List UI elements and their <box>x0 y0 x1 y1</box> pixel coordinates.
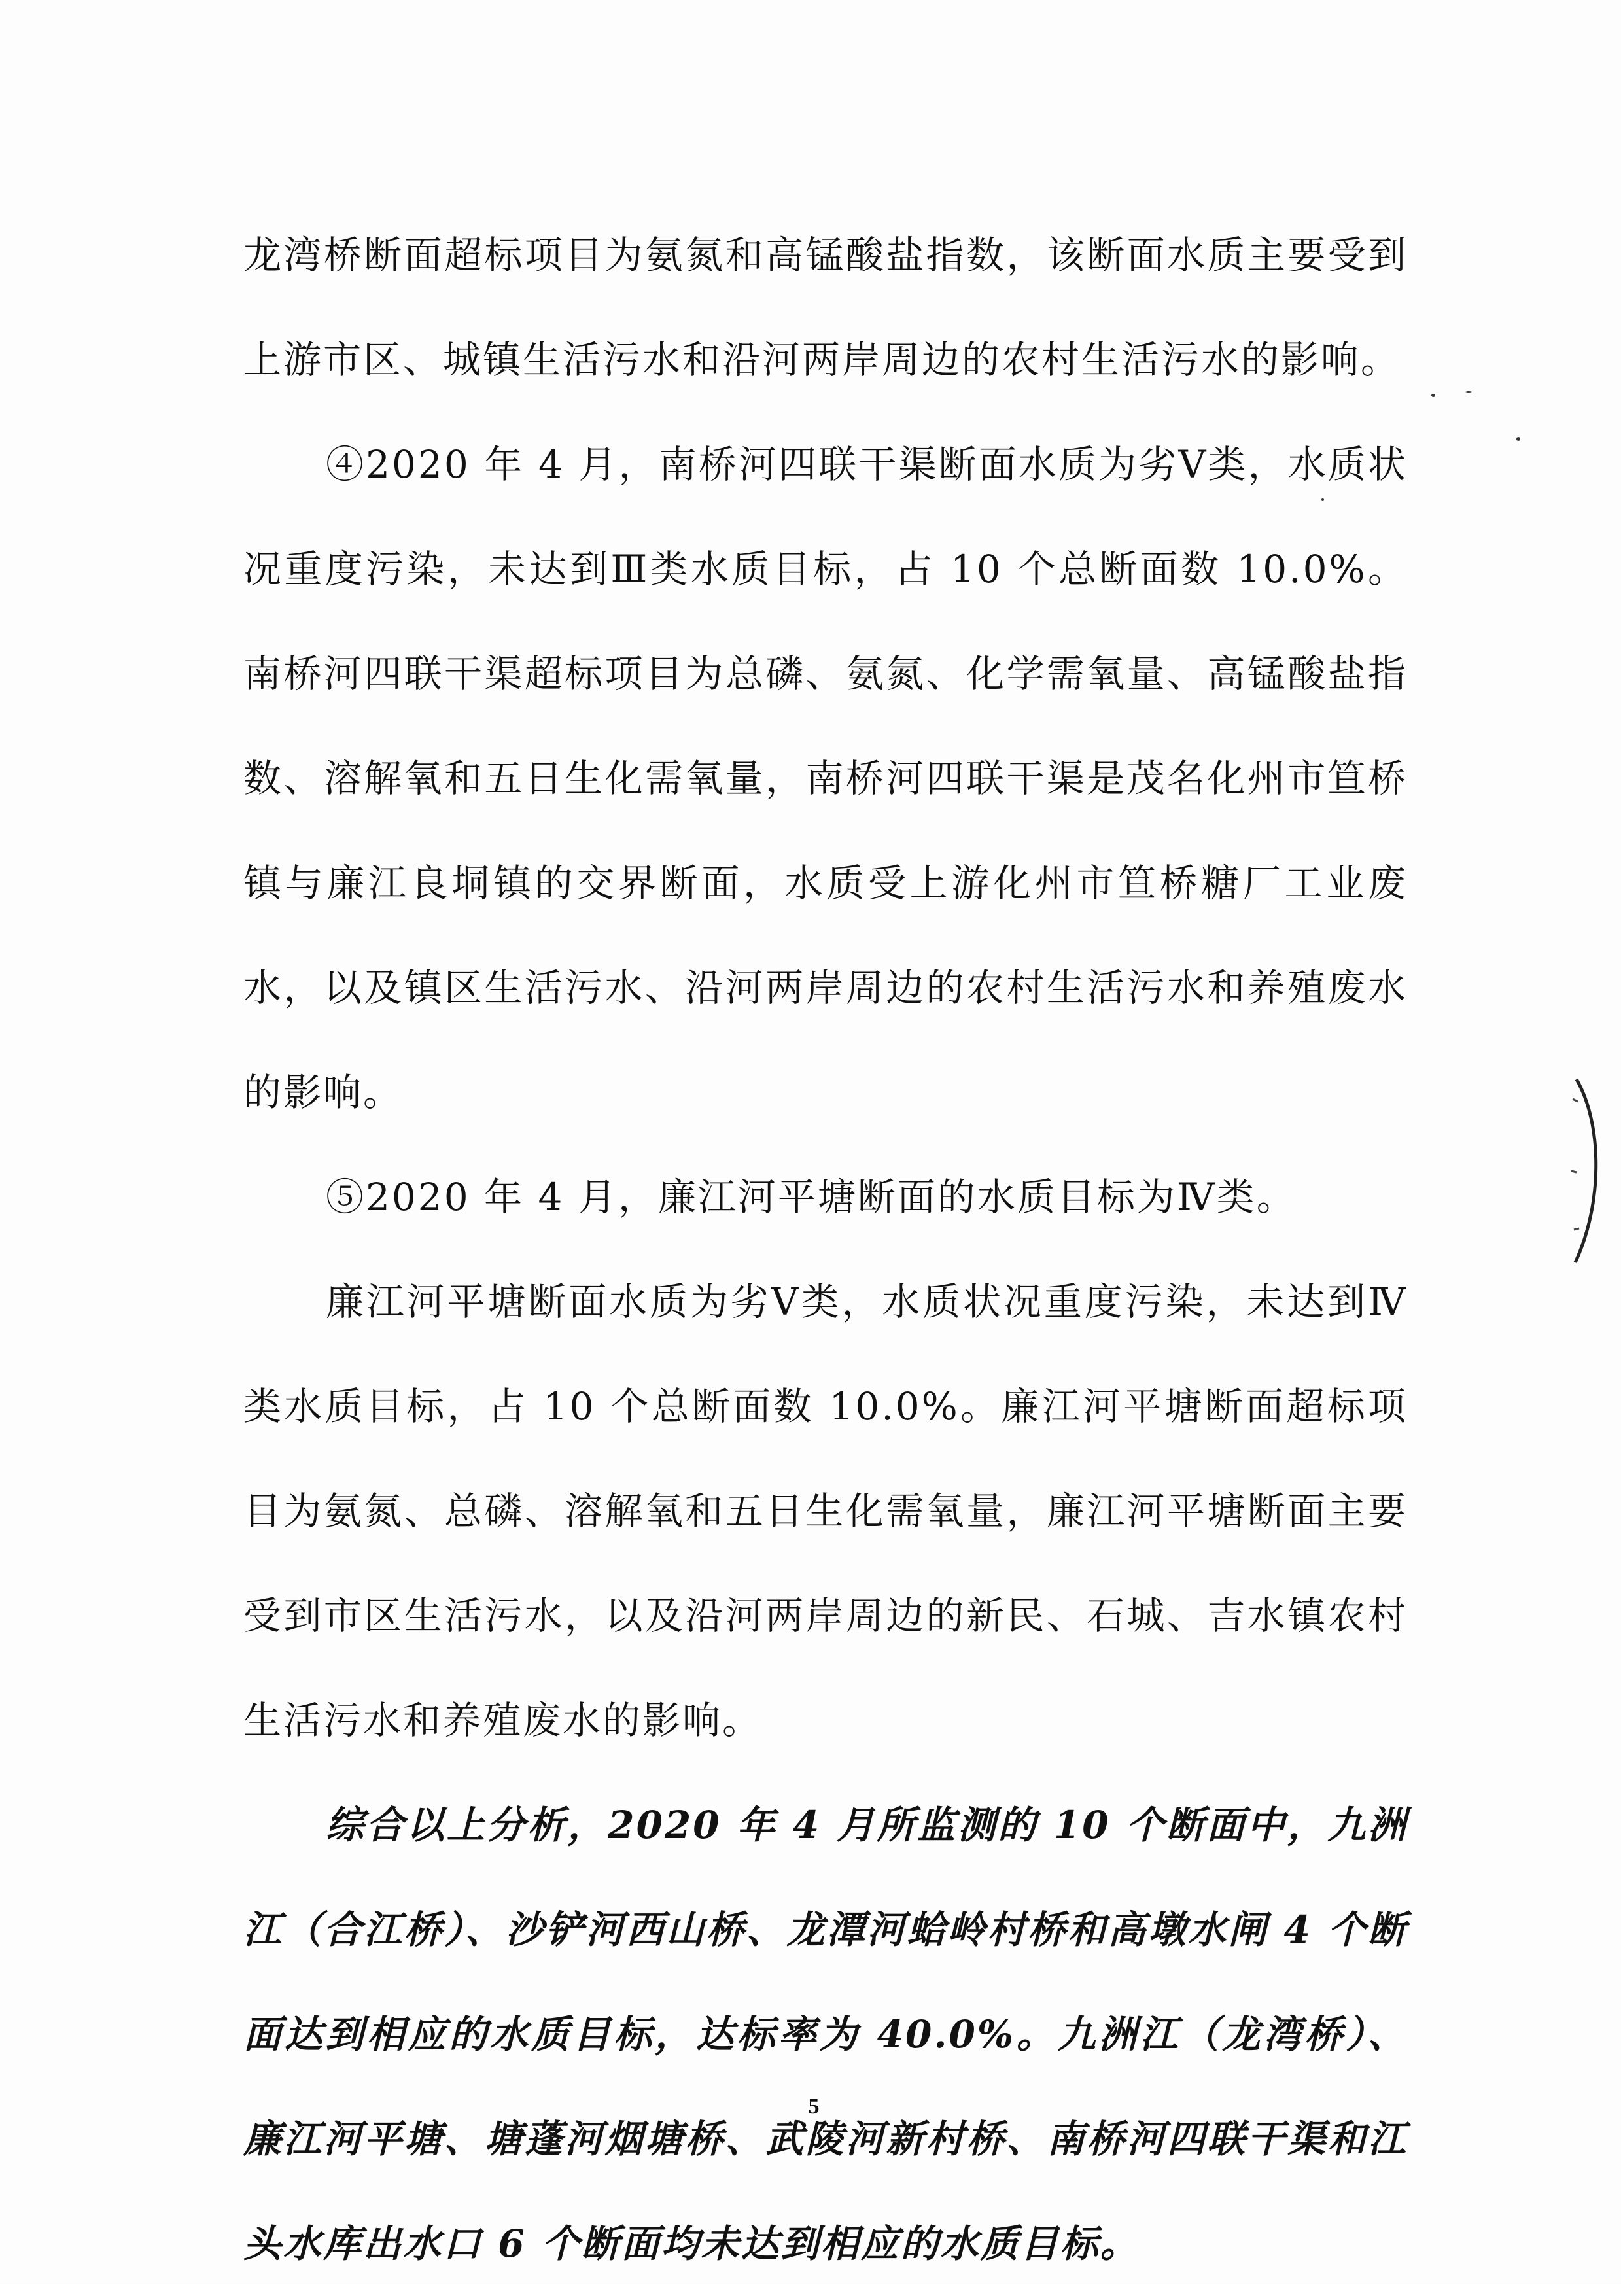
document-body <box>243 203 1408 2296</box>
paragraph-nanqiao-river: ④2020 年 4 月，南桥河四联干渠断面水质为劣Ⅴ类，水质状况重度污染，未达到Ⅲ类水质目标，占 10 个总断面数 10.0%。南桥河四联干渠超标项目为总磷、氨氮、化学需氧量、高锰酸盐指数、溶解氧和五日生化需氧量，南桥河四联干渠是茂名化州市笪桥镇与廉江良垌镇的交界断面，水质受上游化州市笪桥糖厂工业废水，以及镇区生活污水、沿河两岸周边的农村生活污水和养殖废水的影响。 <box>243 442 1408 1115</box>
paragraph-lianjiang-pingtang: 廉江河平塘断面水质为劣Ⅴ类，水质状况重度污染，未达到Ⅳ类水质目标，占 10 个总断面数 10.0%。廉江河平塘断面超标项目为氨氮、总磷、溶解氧和五日生化需氧量，廉江河平塘断面主要受到市区生活污水，以及沿河两岸周边的新民、石城、吉水镇农村生活污水和养殖废水的影响。 <box>243 1279 1408 1743</box>
page-number: 5 <box>808 2095 820 2119</box>
scan-speck <box>1321 498 1324 501</box>
scan-speck <box>1465 391 1472 393</box>
scan-speck <box>1516 437 1520 441</box>
paragraph-lianjiang-target: ⑤2020 年 4 月，廉江河平塘断面的水质目标为Ⅳ类。 <box>326 1175 1297 1219</box>
paragraph-summary: 综合以上分析，2020 年 4 月所监测的 10 个断面中，九洲江（合江桥）、沙铲河西山桥、龙潭河蛤岭村桥和高墩水闸 4 个断面达到相应的水质目标，达标率为 40.0%。九洲江（龙湾桥）、廉江河平塘、塘蓬河烟塘桥、武陵河新村桥、南桥河四联干渠和江头水库出水口 6 个断面均未达到相应的水质目标。 <box>243 1803 1408 2266</box>
scan-speck <box>1431 394 1435 397</box>
binding-mark-icon <box>1563 1073 1609 1269</box>
paragraph-longwanqiao-continuation: 龙湾桥断面超标项目为氨氮和高锰酸盐指数，该断面水质主要受到上游市区、城镇生活污水和沿河两岸周边的农村生活污水的影响。 <box>243 233 1408 382</box>
